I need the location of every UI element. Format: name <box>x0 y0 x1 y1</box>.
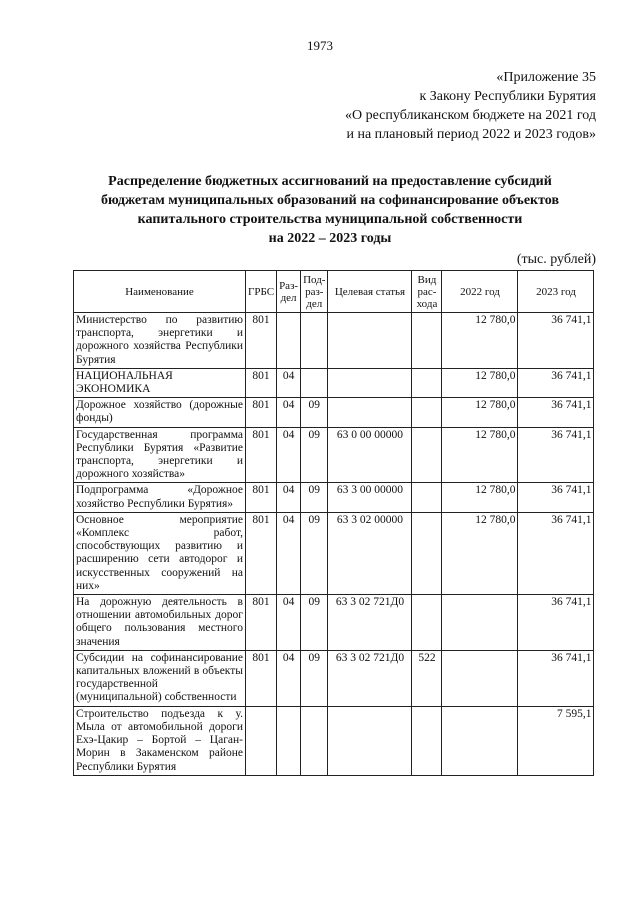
row-razdel: 04 <box>277 368 301 397</box>
row-article <box>328 313 412 369</box>
row-razdel: 04 <box>277 595 301 651</box>
table-header-row <box>74 271 594 313</box>
row-grbs: 801 <box>246 595 277 651</box>
row-article: 63 3 02 00000 <box>328 512 412 594</box>
table-row <box>74 595 594 651</box>
row-podrazdel: 09 <box>301 398 328 427</box>
row-podrazdel <box>301 313 328 369</box>
row-article <box>328 368 412 397</box>
row-2022: 12 780,0 <box>442 368 518 397</box>
row-podrazdel: 09 <box>301 483 328 512</box>
row-vid: 522 <box>412 650 442 706</box>
row-name: Субсидии на софинансирование капитальных вложений в объекты государственной (муниципальной) собственности <box>74 650 246 706</box>
row-vid <box>412 512 442 594</box>
appendix-line: к Закону Республики Бурятия <box>419 89 596 104</box>
title-line: капитального строительства муниципальной собственности <box>137 212 523 227</box>
row-2022: 12 780,0 <box>442 398 518 427</box>
row-razdel <box>277 313 301 369</box>
table-row <box>74 313 594 369</box>
row-podrazdel: 09 <box>301 427 328 483</box>
row-2023: 36 741,1 <box>518 368 594 397</box>
row-grbs: 801 <box>246 398 277 427</box>
row-grbs: 801 <box>246 368 277 397</box>
row-2023: 36 741,1 <box>518 398 594 427</box>
header-razdel: Раз-дел <box>277 271 301 313</box>
row-2022: 12 780,0 <box>442 313 518 369</box>
budget-table <box>73 270 594 776</box>
row-2022 <box>442 650 518 706</box>
table-row <box>74 650 594 706</box>
row-grbs: 801 <box>246 313 277 369</box>
row-grbs: 801 <box>246 427 277 483</box>
row-name: На дорожную деятельность в отношении автомобильных дорог общего пользования местного значения <box>74 595 246 651</box>
row-podrazdel <box>301 368 328 397</box>
row-2022 <box>442 706 518 775</box>
row-razdel: 04 <box>277 483 301 512</box>
appendix-line: и на плановый период 2022 и 2023 годов» <box>346 127 596 142</box>
row-grbs <box>246 706 277 775</box>
row-name: Подпрограмма «Дорожное хозяйство Республики Бурятия» <box>74 483 246 512</box>
row-vid <box>412 368 442 397</box>
header-podrazdel: Под-раз-дел <box>301 271 328 313</box>
row-2022: 12 780,0 <box>442 483 518 512</box>
row-name: Дорожное хозяйство (дорожные фонды) <box>74 398 246 427</box>
row-grbs: 801 <box>246 483 277 512</box>
row-article: 63 3 02 721Д0 <box>328 595 412 651</box>
row-2023: 36 741,1 <box>518 427 594 483</box>
row-grbs: 801 <box>246 512 277 594</box>
row-razdel: 04 <box>277 512 301 594</box>
row-razdel <box>277 706 301 775</box>
title-line: на 2022 – 2023 годы <box>268 231 392 246</box>
row-article: 63 0 00 00000 <box>328 427 412 483</box>
row-2023: 7 595,1 <box>518 706 594 775</box>
row-article <box>328 706 412 775</box>
table-row <box>74 512 594 594</box>
row-2023: 36 741,1 <box>518 595 594 651</box>
row-2022: 12 780,0 <box>442 512 518 594</box>
header-article: Целевая статья <box>328 271 412 313</box>
appendix-line: «Приложение 35 <box>496 70 596 85</box>
row-article: 63 3 02 721Д0 <box>328 650 412 706</box>
title-line: бюджетам муниципальных образований на софинансирование объектов <box>100 193 560 208</box>
row-podrazdel <box>301 706 328 775</box>
row-name: Государственная программа Республики Бурятия «Развитие транспорта, энергетики и дорожного хозяйства» <box>74 427 246 483</box>
row-podrazdel: 09 <box>301 512 328 594</box>
row-vid <box>412 595 442 651</box>
table-row <box>74 427 594 483</box>
row-name: Строительство подъезда к у. Мыла от автомобильной дороги Ехэ-Цакир – Бортой – Цаган-Морин в Закаменском районе Республики Бурятия <box>74 706 246 775</box>
row-2023: 36 741,1 <box>518 313 594 369</box>
appendix-line: «О республиканском бюджете на 2021 год <box>345 108 596 123</box>
row-podrazdel: 09 <box>301 595 328 651</box>
row-2022 <box>442 595 518 651</box>
table-row <box>74 706 594 775</box>
document-title <box>60 172 600 248</box>
row-razdel: 04 <box>277 427 301 483</box>
row-podrazdel: 09 <box>301 650 328 706</box>
row-name: НАЦИОНАЛЬНАЯ ЭКОНОМИКА <box>74 368 246 397</box>
title-line: Распределение бюджетных ассигнований на предоставление субсидий <box>108 174 552 189</box>
header-grbs: ГРБС <box>246 271 277 313</box>
row-article: 63 3 00 00000 <box>328 483 412 512</box>
header-name: Наименование <box>74 271 246 313</box>
row-vid <box>412 398 442 427</box>
row-name: Основное мероприятие «Комплекс работ, способствующих развитию и расширению сети автодорог и искусственных сооружений на них» <box>74 512 246 594</box>
row-2023: 36 741,1 <box>518 483 594 512</box>
row-grbs: 801 <box>246 650 277 706</box>
row-2023: 36 741,1 <box>518 512 594 594</box>
header-vid: Вид рас-хода <box>412 271 442 313</box>
table-row <box>74 368 594 397</box>
row-razdel: 04 <box>277 650 301 706</box>
table-row <box>74 483 594 512</box>
table-row <box>74 398 594 427</box>
units-label: (тыс. рублей) <box>516 252 596 267</box>
row-vid <box>412 313 442 369</box>
row-vid <box>412 427 442 483</box>
header-2022: 2022 год <box>442 271 518 313</box>
row-razdel: 04 <box>277 398 301 427</box>
appendix-header <box>345 68 596 144</box>
row-name: Министерство по развитию транспорта, энергетики и дорожного хозяйства Республики Бурятия <box>74 313 246 369</box>
row-vid <box>412 706 442 775</box>
page-number: 1973 <box>307 38 333 53</box>
row-2023: 36 741,1 <box>518 650 594 706</box>
row-vid <box>412 483 442 512</box>
row-2022: 12 780,0 <box>442 427 518 483</box>
row-article <box>328 398 412 427</box>
header-2023: 2023 год <box>518 271 594 313</box>
